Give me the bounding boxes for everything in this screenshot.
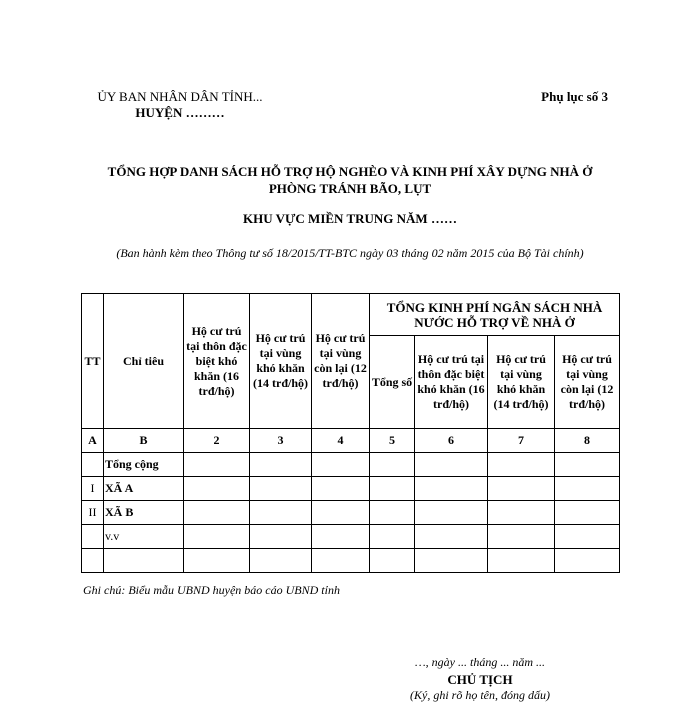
empty-cell bbox=[555, 477, 620, 501]
code-cell: 8 bbox=[555, 429, 620, 453]
row-tt: II bbox=[82, 501, 104, 525]
row-tt bbox=[82, 453, 104, 477]
empty-cell bbox=[312, 549, 370, 573]
header-kp-con-lai: Hộ cư trú tại vùng còn lại (12 trđ/hộ) bbox=[555, 336, 620, 429]
header-kp-thon: Hộ cư trú tại thôn đặc biệt khó khăn (16 trđ/hộ) bbox=[415, 336, 488, 429]
header-tt: TT bbox=[82, 294, 104, 429]
empty-cell bbox=[415, 525, 488, 549]
empty-cell bbox=[184, 525, 250, 549]
row-tt: I bbox=[82, 477, 104, 501]
empty-cell bbox=[370, 549, 415, 573]
table-row bbox=[82, 525, 620, 549]
table-row bbox=[82, 501, 620, 525]
table-row bbox=[82, 453, 620, 477]
signature-date: …, ngày ... tháng ... năm ... bbox=[415, 655, 545, 669]
agency-district: HUYỆN ……… bbox=[135, 105, 225, 120]
empty-cell bbox=[555, 501, 620, 525]
row-label: XÃ A bbox=[104, 477, 184, 501]
empty-cell bbox=[555, 453, 620, 477]
header-chi-tieu: Chỉ tiêu bbox=[104, 294, 184, 429]
empty-cell bbox=[250, 525, 312, 549]
code-cell: 2 bbox=[184, 429, 250, 453]
signature-note: (Ký, ghi rõ họ tên, đóng dấu) bbox=[410, 688, 550, 702]
empty-cell bbox=[415, 501, 488, 525]
empty-cell bbox=[415, 549, 488, 573]
summary-table bbox=[81, 293, 620, 573]
empty-cell bbox=[488, 525, 555, 549]
row-tt bbox=[82, 549, 104, 573]
header-ho-con-lai: Hộ cư trú tại vùng còn lại (12 trđ/hộ) bbox=[312, 294, 370, 429]
row-label bbox=[104, 549, 184, 573]
empty-cell bbox=[370, 477, 415, 501]
empty-cell bbox=[312, 501, 370, 525]
code-cell: 4 bbox=[312, 429, 370, 453]
header-tong-kinh-phi: TỔNG KINH PHÍ NGÂN SÁCH NHÀ NƯỚC HỖ TRỢ VỀ NHÀ Ở bbox=[370, 294, 620, 336]
title-line-1: TỔNG HỢP DANH SÁCH HỖ TRỢ HỘ NGHÈO VÀ KINH PHÍ XÂY DỰNG NHÀ Ở bbox=[107, 164, 593, 179]
table-row bbox=[82, 477, 620, 501]
code-cell: 5 bbox=[370, 429, 415, 453]
header-tong-so: Tổng số bbox=[370, 336, 415, 429]
empty-cell bbox=[370, 501, 415, 525]
header-row-1 bbox=[82, 294, 620, 336]
header-ho-thon: Hộ cư trú tại thôn đặc biệt khó khăn (16 trđ/hộ) bbox=[184, 294, 250, 429]
code-cell: 6 bbox=[415, 429, 488, 453]
row-label: v.v bbox=[104, 525, 184, 549]
document-title bbox=[60, 163, 640, 197]
empty-cell bbox=[312, 477, 370, 501]
header-ho-vung-kk: Hộ cư trú tại vùng khó khăn (14 trđ/hộ) bbox=[250, 294, 312, 429]
appendix-label: Phụ lục số 3 bbox=[541, 89, 608, 104]
empty-cell bbox=[488, 501, 555, 525]
empty-cell bbox=[488, 549, 555, 573]
code-row bbox=[82, 429, 620, 453]
empty-cell bbox=[184, 549, 250, 573]
empty-cell bbox=[555, 525, 620, 549]
table-row bbox=[82, 549, 620, 573]
empty-cell bbox=[370, 525, 415, 549]
empty-cell bbox=[184, 477, 250, 501]
region-title: KHU VỰC MIỀN TRUNG NĂM …… bbox=[243, 211, 457, 226]
signature-title: CHỦ TỊCH bbox=[447, 672, 513, 687]
issuing-agency bbox=[60, 89, 300, 121]
agency-province: ỦY BAN NHÂN DÂN TỈNH... bbox=[97, 89, 263, 104]
empty-cell bbox=[312, 525, 370, 549]
empty-cell bbox=[555, 549, 620, 573]
empty-cell bbox=[312, 453, 370, 477]
empty-cell bbox=[488, 453, 555, 477]
code-cell: B bbox=[104, 429, 184, 453]
empty-cell bbox=[370, 453, 415, 477]
empty-cell bbox=[250, 501, 312, 525]
empty-cell bbox=[250, 549, 312, 573]
code-cell: 7 bbox=[488, 429, 555, 453]
empty-cell bbox=[250, 477, 312, 501]
issued-by-note: (Ban hành kèm theo Thông tư số 18/2015/TT-BTC ngày 03 tháng 02 năm 2015 của Bộ Tài chính) bbox=[116, 246, 584, 260]
code-cell: A bbox=[82, 429, 104, 453]
title-line-2: PHÒNG TRÁNH BÃO, LỤT bbox=[268, 181, 432, 196]
empty-cell bbox=[184, 453, 250, 477]
footnote: Ghi chú: Biểu mẫu UBND huyện báo cáo UBND tỉnh bbox=[83, 583, 340, 597]
code-cell: 3 bbox=[250, 429, 312, 453]
empty-cell bbox=[488, 477, 555, 501]
header-kp-vung-kk: Hộ cư trú tại vùng khó khăn (14 trđ/hộ) bbox=[488, 336, 555, 429]
row-label: XÃ B bbox=[104, 501, 184, 525]
empty-cell bbox=[415, 453, 488, 477]
row-tt bbox=[82, 525, 104, 549]
empty-cell bbox=[250, 453, 312, 477]
row-label: Tổng cộng bbox=[104, 453, 184, 477]
empty-cell bbox=[184, 501, 250, 525]
empty-cell bbox=[415, 477, 488, 501]
